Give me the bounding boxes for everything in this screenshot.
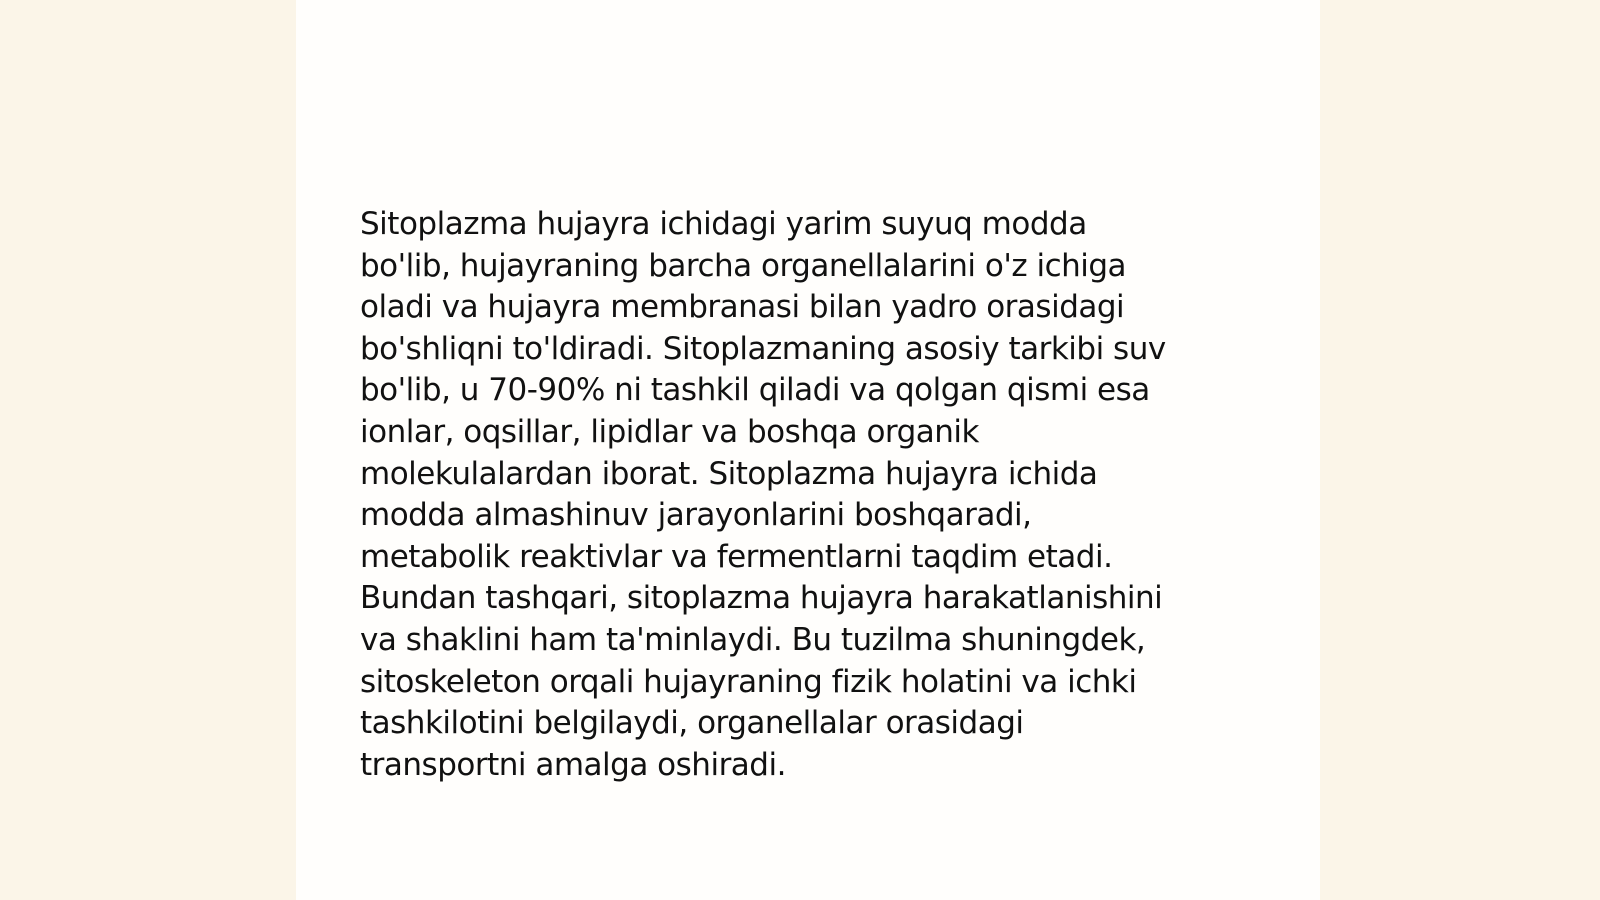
paragraph-line: bo'shliqni to'ldiradi. Sitoplazmaning asosiy tarkibi suv bbox=[360, 330, 1166, 367]
paragraph-line: tashkilotini belgilaydi, organellalar orasidagi bbox=[360, 705, 1024, 742]
paragraph-line: va shaklini ham ta'minlaydi. Bu tuzilma shuningdek, bbox=[360, 621, 1146, 658]
paragraph-line: Sitoplazma hujayra ichidagi yarim suyuq modda bbox=[360, 206, 1087, 242]
paragraph-line: metabolik reaktivlar va fermentlarni taqdim etadi. bbox=[360, 538, 1113, 575]
paragraph-line: bo'lib, hujayraning barcha organellalarini o'z ichiga bbox=[360, 247, 1127, 284]
paragraph-line: oladi va hujayra membranasi bilan yadro orasidagi bbox=[360, 289, 1125, 326]
paragraph-line: sitoskeleton orqali hujayraning fizik holatini va ichki bbox=[360, 663, 1137, 700]
paragraph-line: Bundan tashqari, sitoplazma hujayra harakatlanishini bbox=[360, 580, 1163, 617]
body-paragraph bbox=[360, 204, 1240, 786]
paragraph-line: ionlar, oqsillar, lipidlar va boshqa organik bbox=[360, 413, 979, 450]
paragraph-line: modda almashinuv jarayonlarini boshqaradi, bbox=[360, 497, 1032, 534]
paragraph-line: molekulalardan iborat. Sitoplazma hujayra ichida bbox=[360, 455, 1098, 492]
paragraph-line: transportni amalga oshiradi. bbox=[360, 746, 786, 783]
slide-canvas bbox=[296, 0, 1320, 900]
paragraph-line: bo'lib, u 70-90% ni tashkil qiladi va qolgan qismi esa bbox=[360, 372, 1150, 409]
